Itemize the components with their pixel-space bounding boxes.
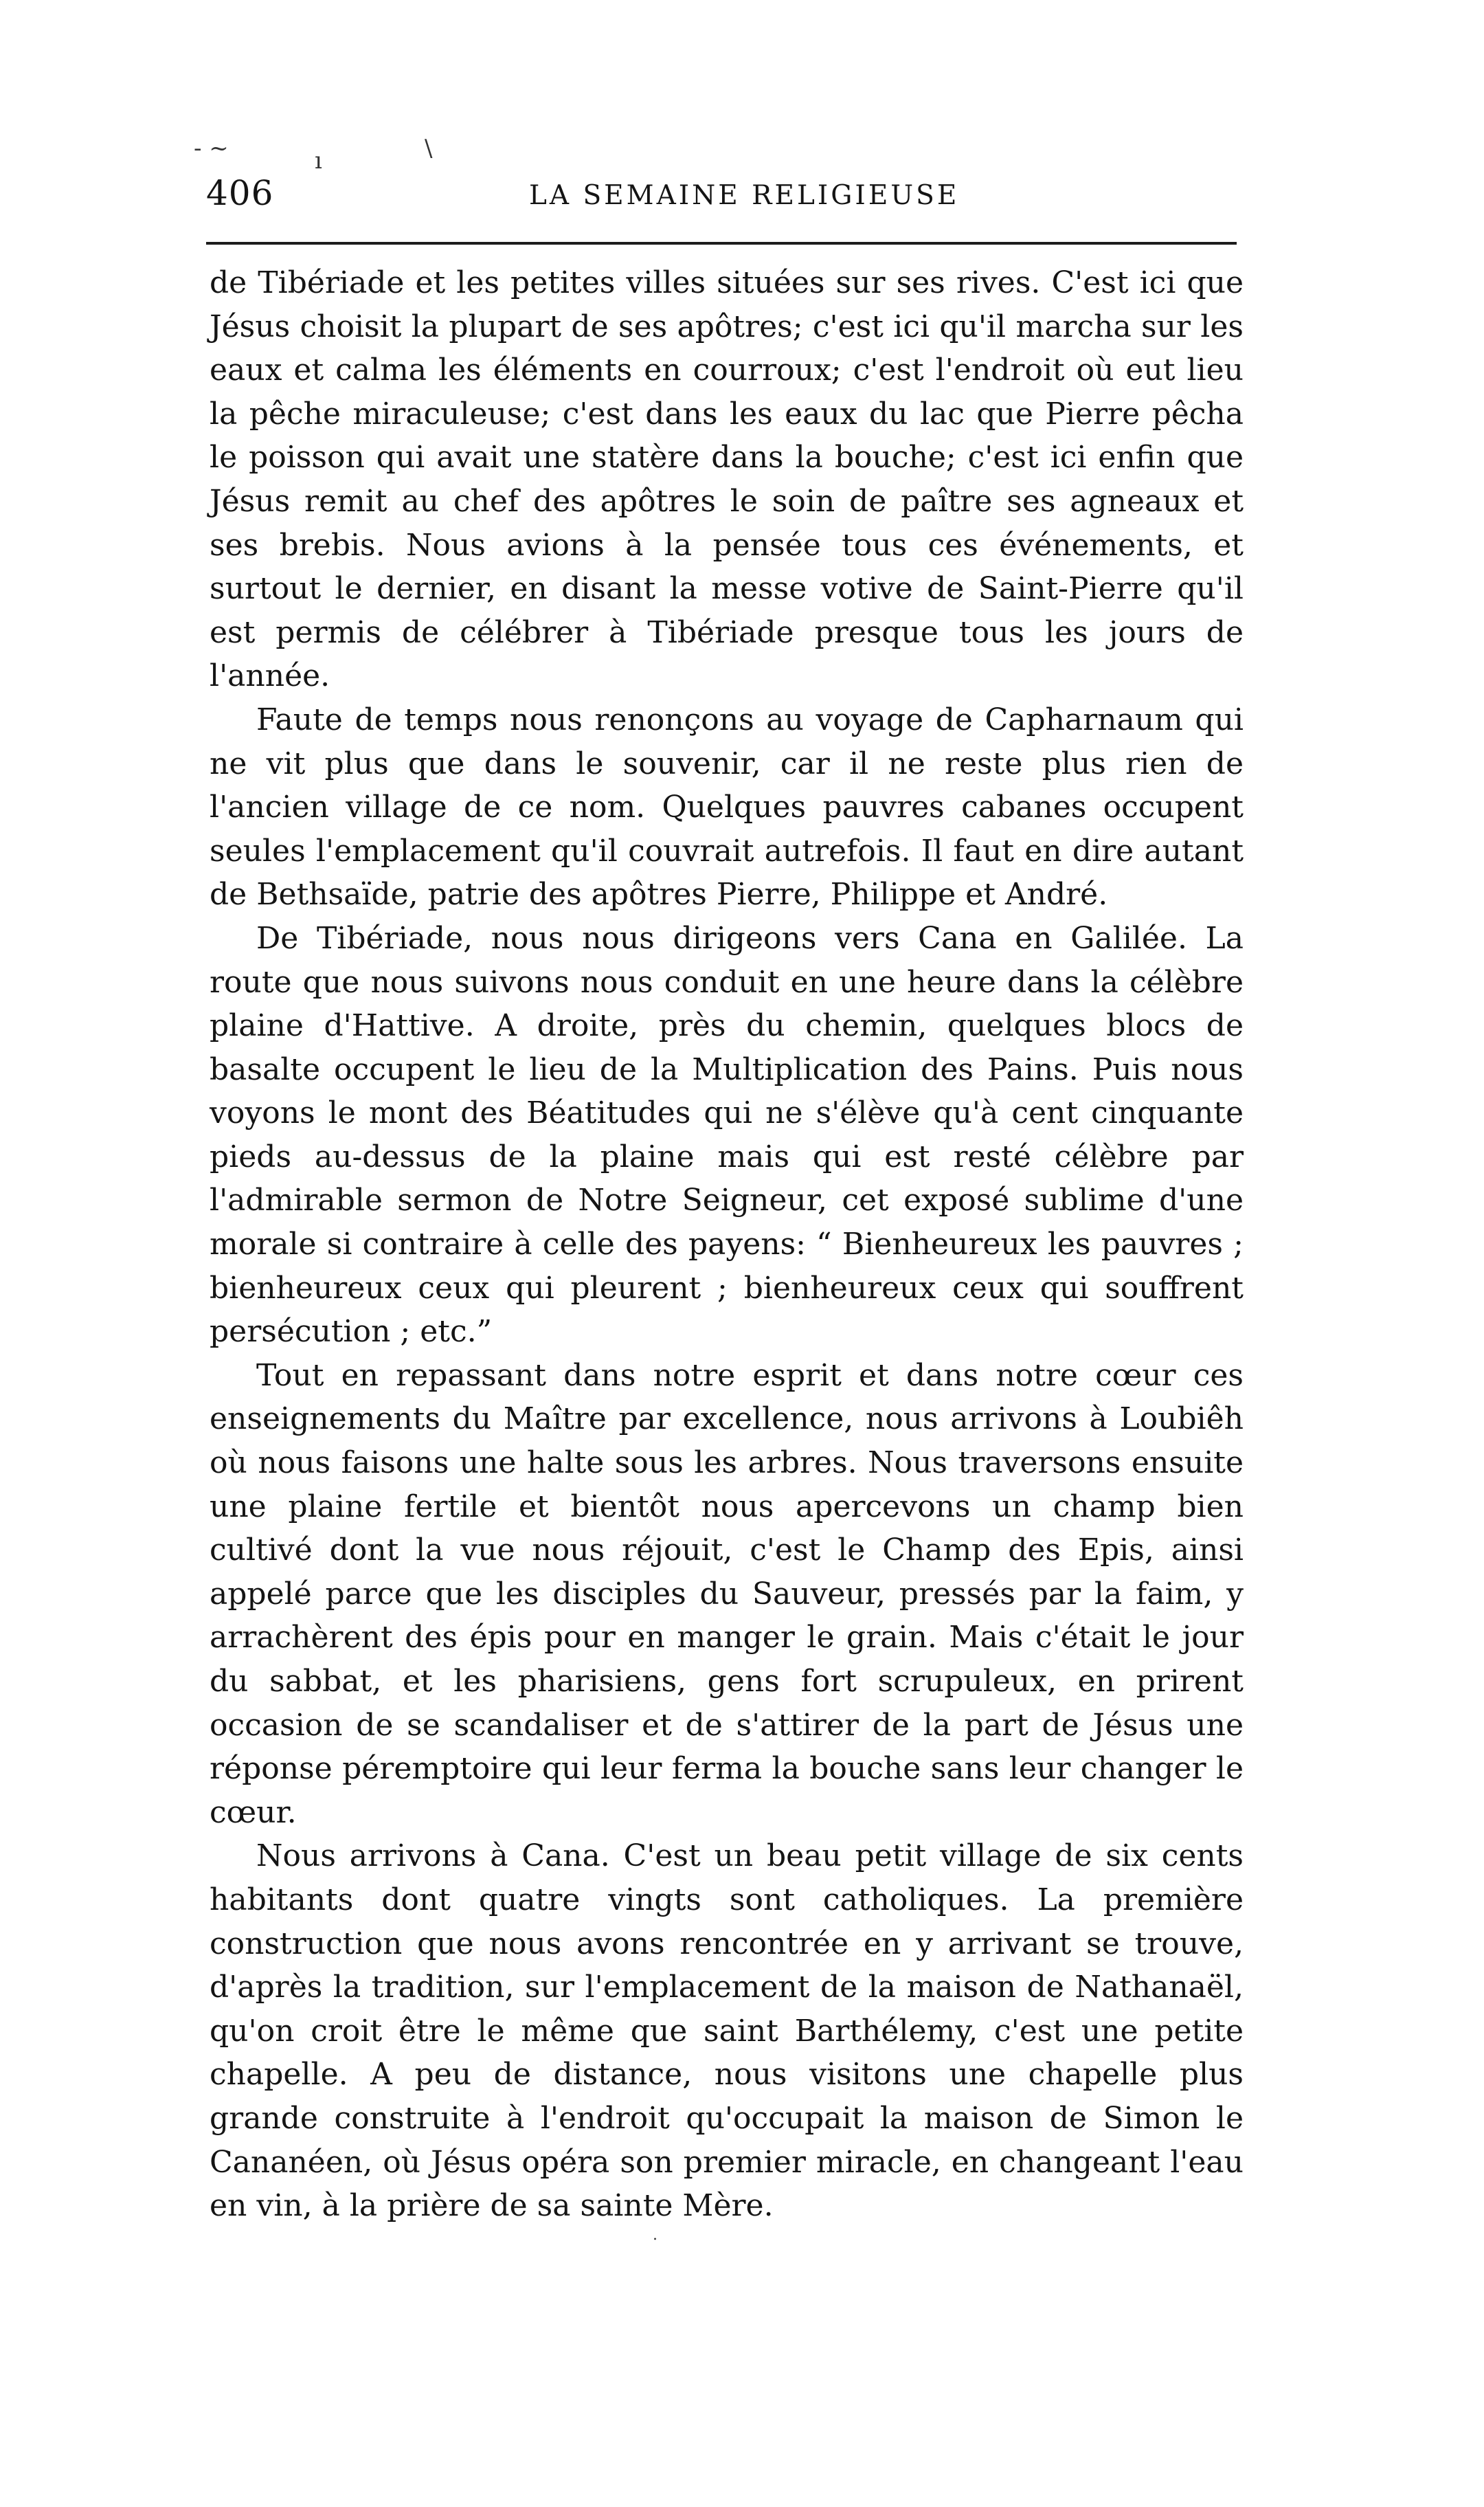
paragraph: Tout en repassant dans notre esprit et dans notre cœur ces enseignements du Maître par excellence, nous arrivons à Loubiêh où nous faisons une halte sous les arbres. Nous traversons ensuite une plaine fertile et bientôt nous apercevons un champ bien cultivé dont la vue nous réjouit, c'est le Champ des Epis, ainsi appelé parce que les disciples du Sauveur, pressés par la faim, y arrachèrent des épis pour en manger le grain. Mais c'était le jour du sabbat, et les pharisiens, gens fort scrupuleux, en prirent occasion de se scandaliser et de s'attirer de la part de Jésus une réponse péremptoire qui leur ferma la bouche sans leur changer le cœur. bbox=[210, 1357, 1244, 1830]
ink-speck: - ~ bbox=[194, 135, 229, 162]
paragraph: Nous arrivons à Cana. C'est un beau petit village de six cents habitants dont quatre vingts sont catholiques. La première construction que nous avons rencontrée en y arrivant se trouve, d'après la tradition, sur l'emplacement de la maison de Nathanaël, qu'on croit être le même que saint Barthélemy, c'est une petite chapelle. A peu de distance, nous visitons une chapelle plus grande construite à l'endroit qu'occupait la maison de Simon le Cananéen, où Jésus opéra son premier miracle, en changeant l'eau en vin, à la prière de sa sainte Mère. bbox=[210, 1838, 1244, 2224]
page-header bbox=[206, 173, 1237, 235]
paragraph: De Tibériade, nous nous dirigeons vers Cana en Galilée. La route que nous suivons nous conduit en une heure dans la célèbre plaine d'Hattive. A droite, près du chemin, quelques blocs de basalte occupent le lieu de la Multiplication des Pains. Puis nous voyons le mont des Béatitudes qui ne s'élève qu'à cent cinquante pieds au-dessus de la plaine mais qui est resté célèbre par l'admirable sermon de Notre Seigneur, cet exposé sublime d'une morale si contraire à celle des payens: “ Bienheureux les pauvres ; bienheureux ceux qui pleurent ; bienheureux ceux qui souffrent persécution ; etc.” bbox=[210, 920, 1244, 1350]
ink-speck: \ bbox=[425, 135, 433, 162]
running-title: LA SEMAINE RELIGIEUSE bbox=[529, 180, 960, 211]
header-rule bbox=[206, 242, 1237, 245]
ink-speck: ı bbox=[315, 147, 322, 175]
ink-speck: . bbox=[653, 2227, 657, 2244]
paragraph: de Tibériade et les petites villes situées sur ses rives. C'est ici que Jésus choisit la plupart de ses apôtres; c'est ici qu'il marcha sur les eaux et calma les éléments en courroux; c'est l'endroit où eut lieu la pêche miraculeuse; c'est dans les eaux du lac que Pierre pêcha le poisson qui avait une statère dans la bouche; c'est ici enfin que Jésus remit au chef des apôtres le soin de paître ses agneaux et ses brebis. Nous avions à la pensée tous ces événements, et surtout le dernier, en disant la messe votive de Saint-Pierre qu'il est permis de célébrer à Tibériade presque tous les jours de l'année. bbox=[210, 265, 1244, 694]
article-body bbox=[210, 261, 1244, 2228]
page-number: 406 bbox=[206, 173, 274, 213]
paragraph: Faute de temps nous renonçons au voyage de Capharnaum qui ne vit plus que dans le souvenir, car il ne reste plus rien de l'ancien village de ce nom. Quelques pauvres cabanes occupent seules l'emplacement qu'il couvrait autrefois. Il faut en dire autant de Bethsaïde, patrie des apôtres Pierre, Philippe et André. bbox=[210, 702, 1244, 913]
